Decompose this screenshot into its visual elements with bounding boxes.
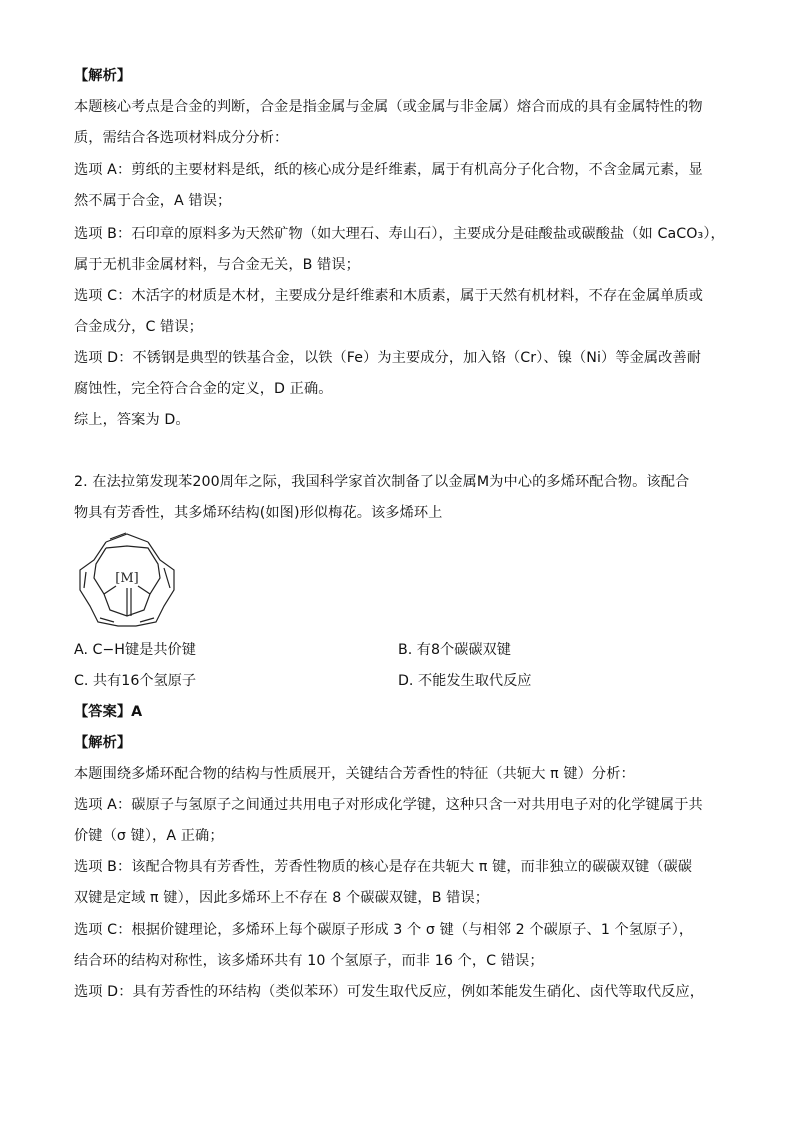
analysis-line: 腐蚀性，完全符合合金的定义，D 正确。 bbox=[74, 381, 333, 397]
analysis-line: 价键（σ 键），A 正确； bbox=[74, 828, 224, 844]
analysis-line: 选项 D：具有芳香性的环结构（类似苯环）可发生取代反应，例如苯能发生硝化、卤代等取代反应， bbox=[74, 984, 704, 1000]
analysis-line: 选项 D：不锈钢是典型的铁基合金，以铁（Fe）为主要成分，加入铬（Cr）、镍（Ni）等金属改善耐 bbox=[74, 350, 702, 366]
option-c: C. 共有16个氢原子 bbox=[74, 673, 197, 689]
polyene-ring-figure bbox=[74, 530, 180, 632]
analysis-line: 属于无机非金属材料，与合金无关，B 错误； bbox=[74, 257, 360, 273]
analysis-line: 结合环的结构对称性，该多烯环共有 10 个氢原子，而非 16 个，C 错误； bbox=[74, 953, 544, 969]
option-b: B. 有8个碳碳双键 bbox=[398, 642, 511, 658]
analysis-line: 本题核心考点是合金的判断，合金是指金属与金属（或金属与非金属）熔合而成的具有金属特性的物 bbox=[74, 99, 703, 115]
analysis-line: 选项 A：剪纸的主要材料是纸，纸的核心成分是纤维素，属于有机高分子化合物，不含金属元素，显 bbox=[74, 162, 703, 178]
analysis-line: 质，需结合各选项材料成分分析： bbox=[74, 130, 289, 146]
analysis-line: 本题围绕多烯环配合物的结构与性质展开，关键结合芳香性的特征（共轭大 π 键）分析： bbox=[74, 766, 635, 782]
option-d: D. 不能发生取代反应 bbox=[398, 673, 532, 689]
analysis-line: 选项 B：该配合物具有芳香性，芳香性物质的核心是存在共轭大 π 键，而非独立的碳碳双键（碳碳 bbox=[74, 859, 693, 875]
analysis-line: 然不属于合金，A 错误； bbox=[74, 193, 232, 209]
question-stem-line: 2. 在法拉第发现苯200周年之际，我国科学家首次制备了以金属M为中心的多烯环配合物。该配合 bbox=[74, 474, 690, 490]
analysis-line: 选项 C：根据价键理论，多烯环上每个碳原子形成 3 个 σ 键（与相邻 2 个碳原子、1 个氢原子）， bbox=[74, 922, 694, 938]
answer-line: 【答案】A bbox=[74, 704, 143, 720]
analysis-heading: 【解析】 bbox=[74, 735, 132, 751]
analysis-line: 综上，答案为 D。 bbox=[74, 412, 190, 428]
analysis-line: 选项 A：碳原子与氢原子之间通过共用电子对形成化学键，这种只含一对共用电子对的化学键属于共 bbox=[74, 797, 703, 813]
question-stem-line: 物具有芳香性，其多烯环结构(如图)形似梅花。该多烯环上 bbox=[74, 505, 443, 521]
analysis-heading: 【解析】 bbox=[74, 68, 132, 84]
analysis-line: 选项 C：木活字的材质是木材，主要成分是纤维素和木质素，属于天然有机材料，不存在金属单质或 bbox=[74, 288, 703, 304]
analysis-line: 双键是定域 π 键），因此多烯环上不存在 8 个碳碳双键，B 错误； bbox=[74, 890, 490, 906]
analysis-line: 选项 B：石印章的原料多为天然矿物（如大理石、寿山石），主要成分是硅酸盐或碳酸盐（如 CaCO₃）， bbox=[74, 226, 725, 242]
metal-center-label: [M] bbox=[115, 571, 139, 586]
analysis-line: 合金成分，C 错误； bbox=[74, 319, 203, 335]
option-a: A. C−H键是共价键 bbox=[74, 642, 196, 658]
